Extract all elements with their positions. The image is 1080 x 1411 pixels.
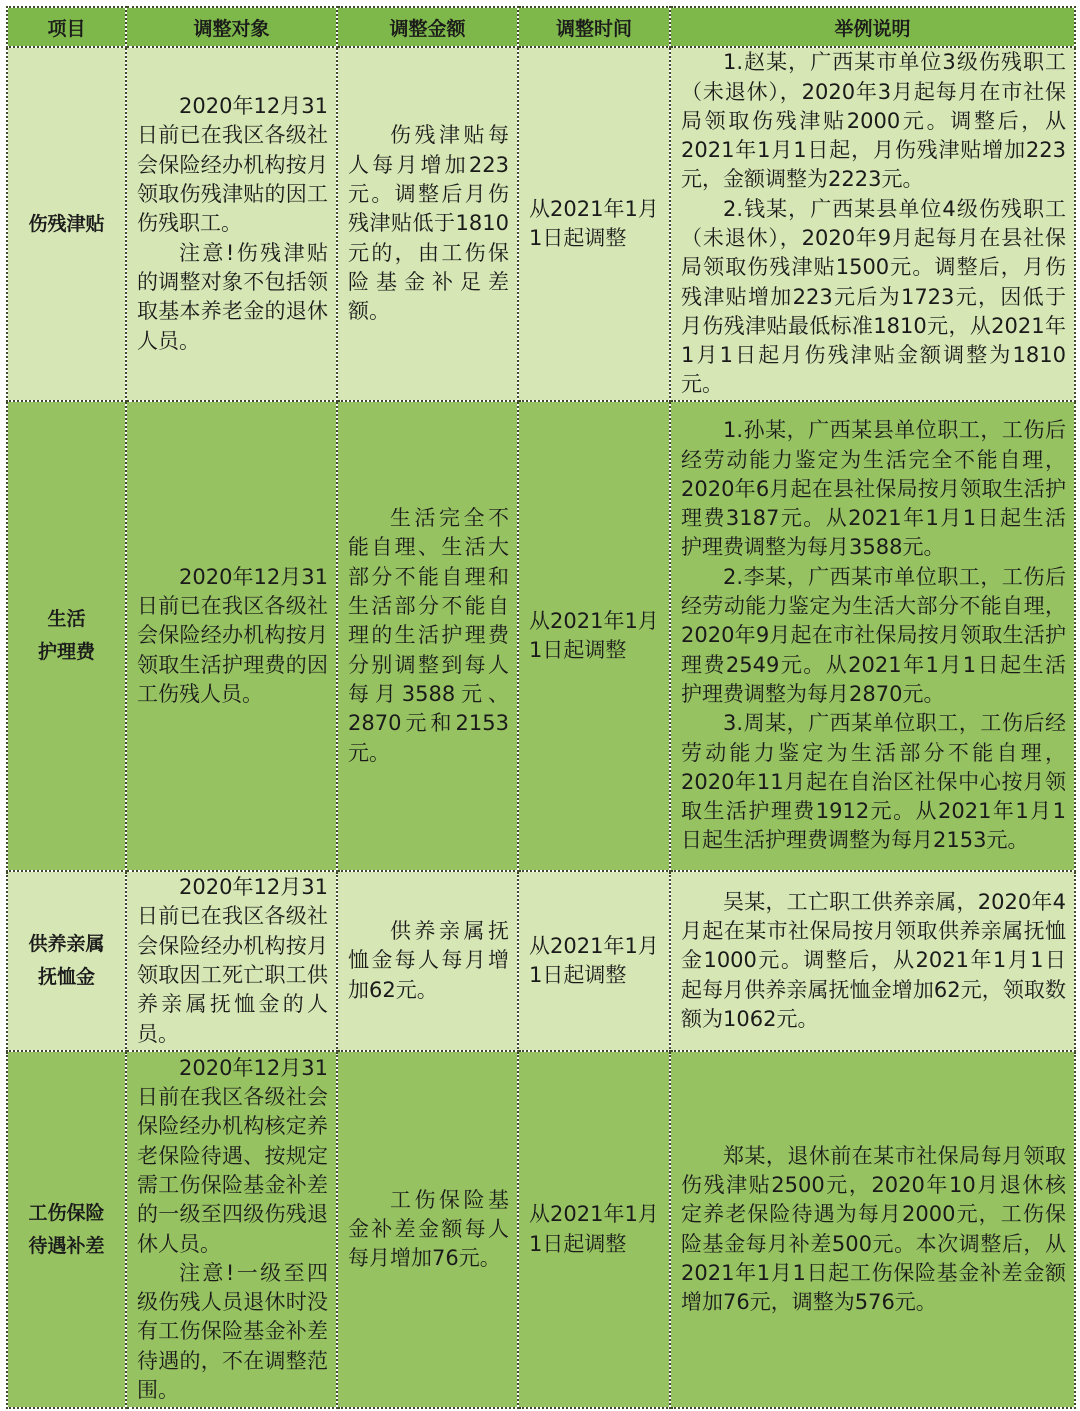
item-cell [7,871,126,1051]
target-text: 2020年12月31日前已在我区各级社会保险经办机构按月领取因工死亡职工供养亲属抚恤金的人员。 [137,875,328,1046]
item-cell [7,47,126,401]
header-example: 举例说明 [670,7,1075,47]
example-cell [670,871,1075,1051]
target-text: 2020年12月31日前已在我区各级社会保险经办机构按月领取伤残津贴的因工伤残职工。 [137,94,328,236]
header-item: 项目 [7,7,126,47]
example-text: 吴某，工亡职工供养亲属，2020年4月起在某市社保局按月领取供养亲属抚恤金1000元。调整后，从2021年1月1日起每月供养亲属抚恤金增加62元，领取数额为1062元。 [681,889,1066,1031]
amount-text: 工伤保险基金补差金额每人每月增加76元。 [348,1187,509,1271]
item-label-line2: 待遇补差 [28,1234,105,1257]
header-amount: 调整金额 [337,7,518,47]
target-cell [126,401,337,871]
target-cell [126,871,337,1051]
table-row [7,401,1075,871]
target-text: 2020年12月31日前在我区各级社会保险经办机构核定养老保险待遇、按规定需工伤保险基金补差的一级至四级伤残退休人员。 [137,1055,328,1256]
table-row [7,871,1075,1051]
target-note: 注意!伤残津贴的调整对象不包括领取基本养老金的退休人员。 [137,240,328,353]
amount-text: 供养亲属抚恤金每人每月增加62元。 [348,919,509,1002]
item-label-line1: 供养亲属 [28,933,105,955]
item-label-line2: 护理费 [37,641,95,663]
example-text: 郑某，退休前在某市社保局每月领取伤残津贴2500元，2020年10月退休核定养老保险待遇为每月2000元，工伤保险基金每月补差500元。本次调整后，从2021年1月1日起工伤保险基金补差金额增加76元，调整为576元。 [681,1143,1066,1315]
header-target: 调整对象 [126,7,337,47]
example-text: 2.李某，广西某市单位职工，工伤后经劳动能力鉴定为生活大部分不能自理，2020年9月起在市社保局按月领取生活护理费2549元。从2021年1月1日起生活护理费调整为每月2870元。 [681,564,1066,706]
example-text: 1.赵某，广西某市单位3级伤残职工（未退休），2020年3月起每月在市社保局领取伤残津贴2000元。调整后，从2021年1月1日起，月伤残津贴增加223元，金额调整为2223元。 [681,50,1066,192]
time-text: 从2021年1月1日起调整 [529,196,659,250]
target-text: 2020年12月31日前已在我区各级社会保险经办机构按月领取生活护理费的因工伤残人员。 [137,564,328,706]
time-cell [518,47,670,401]
item-label-line1: 工伤保险 [28,1201,105,1224]
example-text: 2.钱某，广西某县单位4级伤残职工（未退休），2020年9月起每月在县社保局领取伤残津贴1500元。调整后，月伤残津贴增加223元后为1723元，因低于月伤残津贴最低标准1810元，从2021年1月1日起月伤残津贴金额调整为1810元。 [681,196,1066,397]
item-label-line2: 抚恤金 [37,966,95,988]
example-cell [670,1051,1075,1408]
target-note: 注意!一级至四级伤残人员退休时没有工伤保险基金补差待遇的，不在调整范围。 [137,1260,328,1402]
item-cell [7,401,126,871]
time-text: 从2021年1月1日起调整 [529,1202,659,1256]
time-cell [518,401,670,871]
header-row [7,7,1075,47]
amount-cell [337,1051,518,1408]
item-cell [7,1051,126,1408]
adjustment-table [6,6,1076,1409]
target-cell [126,1051,337,1408]
time-text: 从2021年1月1日起调整 [529,933,659,987]
example-cell [670,47,1075,401]
item-label-line1: 生活 [47,608,86,630]
amount-cell [337,47,518,401]
time-text: 从2021年1月1日起调整 [529,608,659,662]
table-row [7,1051,1075,1408]
time-cell [518,871,670,1051]
header-time: 调整时间 [518,7,670,47]
table-row [7,47,1075,401]
example-text: 3.周某，广西某单位职工，工伤后经劳动能力鉴定为生活部分不能自理，2020年11月起在自治区社保中心按月领取生活护理费1912元。从2021年1月1日起生活护理费调整为每月2153元。 [681,711,1066,853]
amount-cell [337,401,518,871]
amount-cell [337,871,518,1051]
amount-text: 伤残津贴每人每月增加223元。调整后月伤残津贴低于1810元的，由工伤保险基金补足差额。 [348,123,509,324]
example-text: 1.孙某，广西某县单位职工，工伤后经劳动能力鉴定为生活完全不能自理，2020年6月起在县社保局按月领取生活护理费3187元。从2021年1月1日起生活护理费调整为每月3588元。 [681,418,1066,560]
item-label: 伤残津贴 [28,212,105,235]
amount-text: 生活完全不能自理、生活大部分不能自理和生活部分不能自理的生活护理费分别调整到每人每月3588元、2870元和2153元。 [348,506,509,765]
example-cell [670,401,1075,871]
time-cell [518,1051,670,1408]
target-cell [126,47,337,401]
